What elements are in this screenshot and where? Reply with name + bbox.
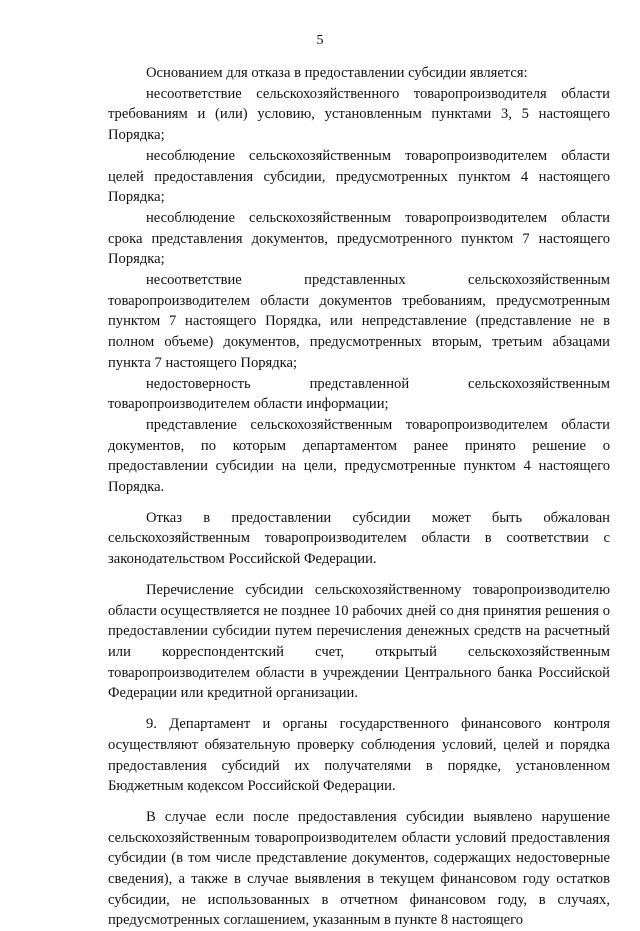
paragraph-ground-deadline-violation: несоблюдение сельскохозяйственным товаропроизводителем области срока представления документов, предусмотренного пунктом 7 настоящего Порядка; [108, 209, 610, 268]
paragraph-section-9-control: 9. Департамент и органы государственного финансового контроля осуществляют обязательную проверку соблюдения условий, целей и порядка предоставления субсидий их получателями в порядке, установленном Бюджетным кодексом Российской Федерации. [108, 716, 610, 795]
page-number: 5 [316, 33, 324, 48]
paragraph-ground-noncompliance-requirements: несоответствие сельскохозяйственного товаропроизводителя области требованиям и (или) условию, установленным пунктами 3, 5 настоящего Порядка; [108, 85, 610, 144]
paragraph-ground-unreliable-info: недостоверность представленной сельскохозяйственным товаропроизводителем области информации; [108, 375, 610, 413]
paragraph-ground-purposes-violation: несоблюдение сельскохозяйственным товаропроизводителем области целей предоставления субсидии, предусмотренных пунктом 4 настоящего Порядка; [108, 147, 610, 206]
paragraph-appeal: Отказ в предоставлении субсидии может быть обжалован сельскохозяйственным товаропроизводителем области в соответствии с законодательством Российской Федерации. [108, 509, 610, 568]
paragraph-ground-repeat-documents: представление сельскохозяйственным товаропроизводителем области документов, по которым департаментом ранее принято решение о предоставлении субсидии на цели, предусмотренные пунктом 4 настоящего Порядка. [108, 416, 610, 496]
document-body [108, 63, 610, 931]
paragraph-ground-documents-mismatch: несоответствие представленных сельскохозяйственным товаропроизводителем области документов требованиям, предусмотренным пунктом 7 настоящего Порядка, или непредставление (представление не в полном объеме) документов, предусмотренных вторым, третьим абзацами пункта 7 настоящего Порядка; [108, 272, 610, 371]
paragraph-violation-return: В случае если после предоставления субсидии выявлено нарушение сельскохозяйственным товаропроизводителем области условий предоставления субсидии (в том числе представление документов, содержащих недостоверные сведения), а также в случае выявления в текущем финансовом году остатков субсидии, не использованных в отчетном финансовом году, в случаях, предусмотренных соглашением, указанным в пункте 8 настоящего [108, 808, 610, 929]
paragraph-refusal-grounds-intro: Основанием для отказа в предоставлении субсидии является: [146, 65, 528, 81]
paragraph-transfer: Перечисление субсидии сельскохозяйственному товаропроизводителю области осуществляется не позднее 10 рабочих дней со дня принятия решения о предоставлении субсидии путем перечисления денежных средств на расчетный или корреспондентский счет, открытый сельскохозяйственным товаропроизводителем области в учреждении Центрального банка Российской Федерации или кредитной организации. [108, 581, 610, 702]
